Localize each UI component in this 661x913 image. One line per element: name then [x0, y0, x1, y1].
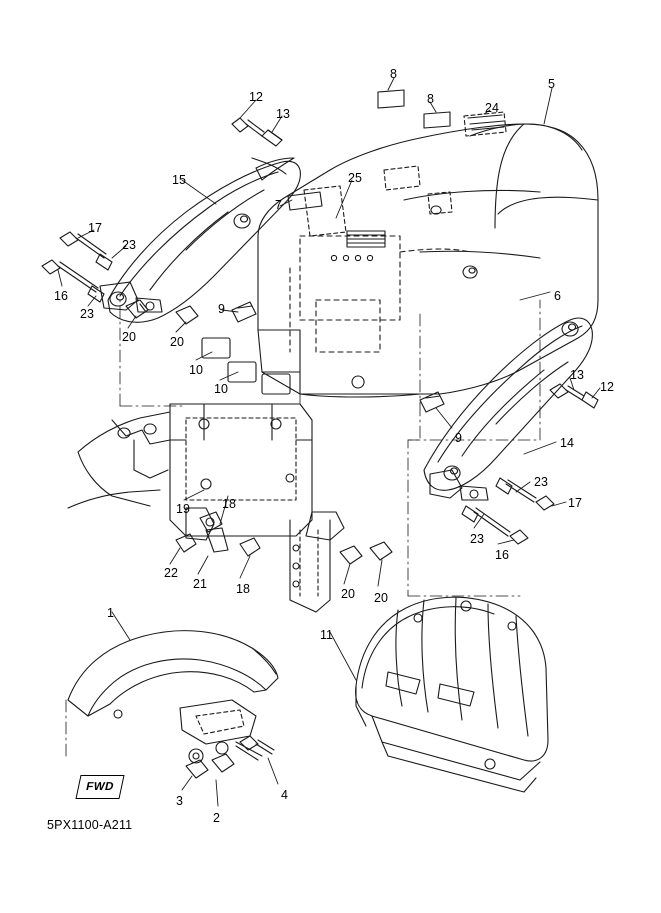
small-parts-lower-left	[176, 512, 260, 556]
bolt-group-top-left	[232, 118, 282, 146]
callout-8-b: 8	[427, 92, 434, 106]
callout-14: 14	[560, 436, 574, 450]
callout-20-d: 20	[374, 591, 388, 605]
callout-13-top: 13	[276, 107, 290, 121]
rear-fender-grill	[331, 231, 385, 261]
callout-7: 7	[275, 198, 282, 212]
nut-group-lower	[340, 542, 392, 564]
callout-16-left: 16	[54, 289, 68, 303]
callout-4: 4	[281, 788, 288, 802]
callout-25: 25	[348, 171, 362, 185]
callout-24: 24	[485, 101, 499, 115]
callout-8-a: 8	[390, 67, 397, 81]
callout-12-right: 12	[600, 380, 614, 394]
callout-17-left: 17	[88, 221, 102, 235]
callout-23-right-upper: 23	[534, 475, 548, 489]
callout-10-a: 10	[189, 363, 203, 377]
callout-15: 15	[172, 173, 186, 187]
right-side-cover	[424, 318, 592, 500]
callout-23-left-lower: 23	[80, 307, 94, 321]
callout-1: 1	[107, 606, 114, 620]
clip-group	[232, 302, 444, 412]
rear-mudguard	[356, 597, 548, 792]
callout-18-lower: 18	[236, 582, 250, 596]
callout-12-top: 12	[249, 90, 263, 104]
decal-group	[288, 90, 506, 236]
callout-9-right: 9	[455, 431, 462, 445]
callout-16-right: 16	[495, 548, 509, 562]
diagram-reference-code: 5PX1100-A211	[47, 818, 133, 832]
fwd-label: FWD	[84, 781, 116, 793]
callout-3: 3	[176, 794, 183, 808]
callout-23-right-lower: 23	[470, 532, 484, 546]
callout-23-left-upper: 23	[122, 238, 136, 252]
callout-5: 5	[548, 77, 555, 91]
callout-13-right: 13	[570, 368, 584, 382]
rear-fender-inner-detail	[290, 236, 470, 352]
callout-19: 19	[176, 502, 190, 516]
callout-20-b: 20	[170, 335, 184, 349]
fwd-direction-badge	[75, 775, 124, 799]
callout-18-upper: 18	[222, 497, 236, 511]
callout-22: 22	[164, 566, 178, 580]
front-fender	[68, 631, 278, 763]
callout-2: 2	[213, 811, 220, 825]
callout-20-c: 20	[341, 587, 355, 601]
callout-10-b: 10	[214, 382, 228, 396]
callout-21: 21	[193, 577, 207, 591]
rear-fender-outer	[258, 124, 598, 397]
callout-11: 11	[320, 628, 333, 642]
callout-20-a: 20	[122, 330, 136, 344]
callout-6: 6	[554, 289, 561, 303]
callout-9-left: 9	[218, 302, 225, 316]
bolt-group-right	[550, 384, 598, 408]
callout-17-right: 17	[568, 496, 582, 510]
